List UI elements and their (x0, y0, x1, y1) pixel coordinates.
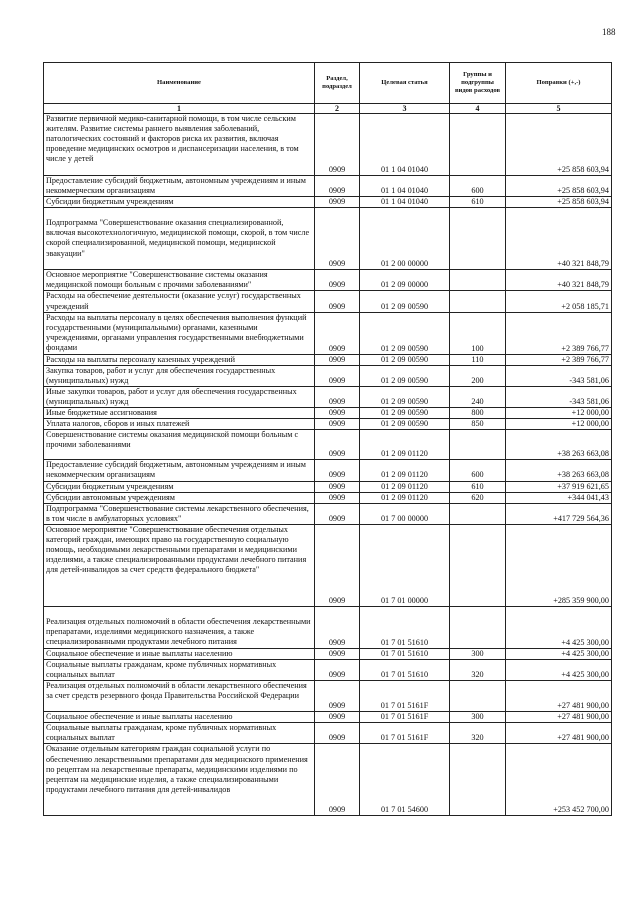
table-row (44, 354, 612, 365)
table-row (44, 712, 612, 723)
row-group (450, 208, 506, 270)
row-article: 01 2 09 01120 (360, 460, 450, 481)
row-section: 0909 (315, 312, 360, 354)
table-row (44, 524, 612, 606)
row-article: 01 7 01 54600 (360, 744, 450, 816)
table-row (44, 460, 612, 481)
row-name: Субсидии автономным учреждениям (44, 492, 315, 503)
table-row (44, 208, 612, 270)
table-row (44, 114, 612, 176)
row-article: 01 2 09 00590 (360, 354, 450, 365)
row-amount: +40 321 848,79 (506, 270, 612, 291)
row-section: 0909 (315, 659, 360, 680)
row-section: 0909 (315, 430, 360, 460)
row-article: 01 7 01 5161F (360, 723, 450, 744)
row-amount: -343 581,06 (506, 365, 612, 386)
table-row (44, 291, 612, 312)
row-amount: +285 359 900,00 (506, 524, 612, 606)
table-row (44, 648, 612, 659)
table-row (44, 723, 612, 744)
row-article: 01 2 09 00590 (360, 291, 450, 312)
row-group (450, 606, 506, 648)
row-name: Оказание отдельным категориям граждан социальной услуги по обеспечению лекарственными препаратами для медицинского применения по рецептам на лекарственные препараты, медицинскими изделиями по рецептам на медицинские изделия, а также специализированными продуктами лечебного питания для детей-инвалидов (44, 744, 315, 816)
row-group (450, 430, 506, 460)
table-row (44, 408, 612, 419)
row-amount: +417 729 564,36 (506, 503, 612, 524)
row-group: 320 (450, 723, 506, 744)
table-row (44, 681, 612, 712)
row-group: 600 (450, 460, 506, 481)
row-article: 01 7 01 51610 (360, 606, 450, 648)
row-article: 01 1 04 01040 (360, 176, 450, 197)
row-group (450, 291, 506, 312)
row-group: 300 (450, 712, 506, 723)
row-name: Расходы на обеспечение деятельности (оказание услуг) государственных учреждений (44, 291, 315, 312)
row-amount: +12 000,00 (506, 419, 612, 430)
row-name: Субсидии бюджетным учреждениям (44, 481, 315, 492)
row-name: Закупка товаров, работ и услуг для обеспечения государственных (муниципальных) нужд (44, 365, 315, 386)
row-amount: +12 000,00 (506, 408, 612, 419)
row-group: 240 (450, 386, 506, 407)
row-name: Социальное обеспечение и иные выплаты населению (44, 648, 315, 659)
row-name: Уплата налогов, сборов и иных платежей (44, 419, 315, 430)
table-row (44, 481, 612, 492)
row-section: 0909 (315, 460, 360, 481)
row-section: 0909 (315, 744, 360, 816)
row-group: 300 (450, 648, 506, 659)
header-groups: Группы и подгруппы видов расходов (450, 63, 506, 104)
row-name: Основное мероприятие "Совершенствование обеспечения отдельных категорий граждан, имеющих право на государственную социальную помощь, необходимыми лекарственными препаратами и медицинскими изделиями, а также специализированными продуктами лечебного питания для детей-инвалидов за счет средств федерального бюджета" (44, 524, 315, 606)
row-amount: +37 919 621,65 (506, 481, 612, 492)
row-section: 0909 (315, 176, 360, 197)
row-group (450, 681, 506, 712)
row-section: 0909 (315, 419, 360, 430)
row-amount: +2 058 185,71 (506, 291, 612, 312)
row-amount: +25 858 603,94 (506, 114, 612, 176)
row-name: Развитие первичной медико-санитарной помощи, в том числе сельским жителям. Развитие системы раннего выявления заболеваний, патологических состояний и факторов риска их развития, включая проведение медицинских осмотров и диспансеризации населения, в том числе у детей (44, 114, 315, 176)
row-section: 0909 (315, 386, 360, 407)
row-article: 01 2 09 00590 (360, 408, 450, 419)
table-row (44, 197, 612, 208)
row-article: 01 7 01 51610 (360, 648, 450, 659)
row-name: Иные закупки товаров, работ и услуг для обеспечения государственных (муниципальных) нужд (44, 386, 315, 407)
table-row (44, 270, 612, 291)
row-amount: -343 581,06 (506, 386, 612, 407)
row-name: Предоставление субсидий бюджетным, автономным учреждениям и иным некоммерческим организациям (44, 460, 315, 481)
row-name: Социальные выплаты гражданам, кроме публичных нормативных социальных выплат (44, 723, 315, 744)
row-article: 01 1 04 01040 (360, 197, 450, 208)
budget-amendments-table (43, 62, 612, 816)
row-amount: +4 425 300,00 (506, 659, 612, 680)
row-article: 01 2 09 01120 (360, 430, 450, 460)
table-row (44, 503, 612, 524)
row-article: 01 2 09 00000 (360, 270, 450, 291)
column-number: 2 (315, 104, 360, 114)
table-row (44, 430, 612, 460)
row-section: 0909 (315, 408, 360, 419)
header-row (44, 63, 612, 104)
column-number: 3 (360, 104, 450, 114)
row-article: 01 2 09 00590 (360, 365, 450, 386)
row-amount: +25 858 603,94 (506, 197, 612, 208)
row-article: 01 7 01 5161F (360, 681, 450, 712)
row-amount: +38 263 663,08 (506, 460, 612, 481)
row-section: 0909 (315, 481, 360, 492)
table-row (44, 744, 612, 816)
row-section: 0909 (315, 712, 360, 723)
row-name: Расходы на выплаты персоналу казенных учреждений (44, 354, 315, 365)
row-article: 01 2 00 00000 (360, 208, 450, 270)
row-article: 01 2 09 01120 (360, 481, 450, 492)
row-amount: +2 389 766,77 (506, 354, 612, 365)
table-row (44, 419, 612, 430)
row-section: 0909 (315, 354, 360, 365)
row-group: 610 (450, 197, 506, 208)
column-number: 1 (44, 104, 315, 114)
row-group: 800 (450, 408, 506, 419)
row-amount: +253 452 700,00 (506, 744, 612, 816)
row-name: Подпрограмма "Совершенствование системы лекарственного обеспечения, в том числе в амбулаторных условиях" (44, 503, 315, 524)
row-name: Основное мероприятие "Совершенствование системы оказания медицинской помощи больным с прочими заболеваниями" (44, 270, 315, 291)
row-name: Социальное обеспечение и иные выплаты населению (44, 712, 315, 723)
row-article: 01 7 00 00000 (360, 503, 450, 524)
row-section: 0909 (315, 208, 360, 270)
row-group: 320 (450, 659, 506, 680)
row-amount: +27 481 900,00 (506, 712, 612, 723)
row-amount: +4 425 300,00 (506, 606, 612, 648)
row-group (450, 270, 506, 291)
row-group (450, 114, 506, 176)
row-name: Предоставление субсидий бюджетным, автономным учреждениям и иным некоммерческим организациям (44, 176, 315, 197)
row-section: 0909 (315, 291, 360, 312)
row-section: 0909 (315, 524, 360, 606)
row-group: 600 (450, 176, 506, 197)
row-article: 01 1 04 01040 (360, 114, 450, 176)
column-number: 4 (450, 104, 506, 114)
header-section: Раздел, подраздел (315, 63, 360, 104)
row-section: 0909 (315, 114, 360, 176)
row-section: 0909 (315, 492, 360, 503)
table-row (44, 659, 612, 680)
row-section: 0909 (315, 606, 360, 648)
row-name: Расходы на выплаты персоналу в целях обеспечения выполнения функций государственными (муниципальными) органами, казенными учреждениями, органами управления государственными внебюджетными фондами (44, 312, 315, 354)
table-row (44, 606, 612, 648)
page-number: 188 (602, 27, 616, 37)
header-name: Наименование (44, 63, 315, 104)
row-group: 200 (450, 365, 506, 386)
row-group: 610 (450, 481, 506, 492)
row-article: 01 2 09 00590 (360, 419, 450, 430)
table-row (44, 492, 612, 503)
row-amount: +2 389 766,77 (506, 312, 612, 354)
row-name: Совершенствование системы оказания медицинской помощи больным с прочими заболеваниями (44, 430, 315, 460)
row-group: 850 (450, 419, 506, 430)
row-section: 0909 (315, 365, 360, 386)
table-row (44, 176, 612, 197)
row-group (450, 744, 506, 816)
table-row (44, 312, 612, 354)
row-article: 01 7 01 00000 (360, 524, 450, 606)
row-name: Реализация отдельных полномочий в области лекарственного обеспечения за счет средств резервного фонда Правительства Российской Федерации (44, 681, 315, 712)
column-numbers-row (44, 104, 612, 114)
row-group: 110 (450, 354, 506, 365)
row-group: 620 (450, 492, 506, 503)
row-section: 0909 (315, 503, 360, 524)
row-article: 01 7 01 51610 (360, 659, 450, 680)
row-article: 01 2 09 01120 (360, 492, 450, 503)
row-article: 01 2 09 00590 (360, 312, 450, 354)
row-section: 0909 (315, 270, 360, 291)
row-amount: +27 481 900,00 (506, 723, 612, 744)
row-amount: +38 263 663,08 (506, 430, 612, 460)
row-group: 100 (450, 312, 506, 354)
row-amount: +344 041,43 (506, 492, 612, 503)
row-section: 0909 (315, 197, 360, 208)
row-section: 0909 (315, 681, 360, 712)
row-section: 0909 (315, 648, 360, 659)
header-amendments: Поправки (+,-) (506, 63, 612, 104)
row-amount: +25 858 603,94 (506, 176, 612, 197)
header-article: Целевая статья (360, 63, 450, 104)
row-group (450, 524, 506, 606)
row-article: 01 2 09 00590 (360, 386, 450, 407)
row-name: Иные бюджетные ассигнования (44, 408, 315, 419)
row-amount: +40 321 848,79 (506, 208, 612, 270)
row-group (450, 503, 506, 524)
row-name: Реализация отдельных полномочий в области обеспечения лекарственными препаратами, изделиями медицинского назначения, а также специализированными продуктами лечебного питания (44, 606, 315, 648)
row-article: 01 7 01 5161F (360, 712, 450, 723)
table-row (44, 386, 612, 407)
row-section: 0909 (315, 723, 360, 744)
row-name: Социальные выплаты гражданам, кроме публичных нормативных социальных выплат (44, 659, 315, 680)
row-amount: +4 425 300,00 (506, 648, 612, 659)
table-row (44, 365, 612, 386)
row-amount: +27 481 900,00 (506, 681, 612, 712)
row-name: Подпрограмма "Совершенствование оказания специализированной, включая высокотехнологичную, медицинской помощи, скорой, в том числе скорой специализированной, медицинской помощи, медицинской эвакуации" (44, 208, 315, 270)
column-number: 5 (506, 104, 612, 114)
row-name: Субсидии бюджетным учреждениям (44, 197, 315, 208)
